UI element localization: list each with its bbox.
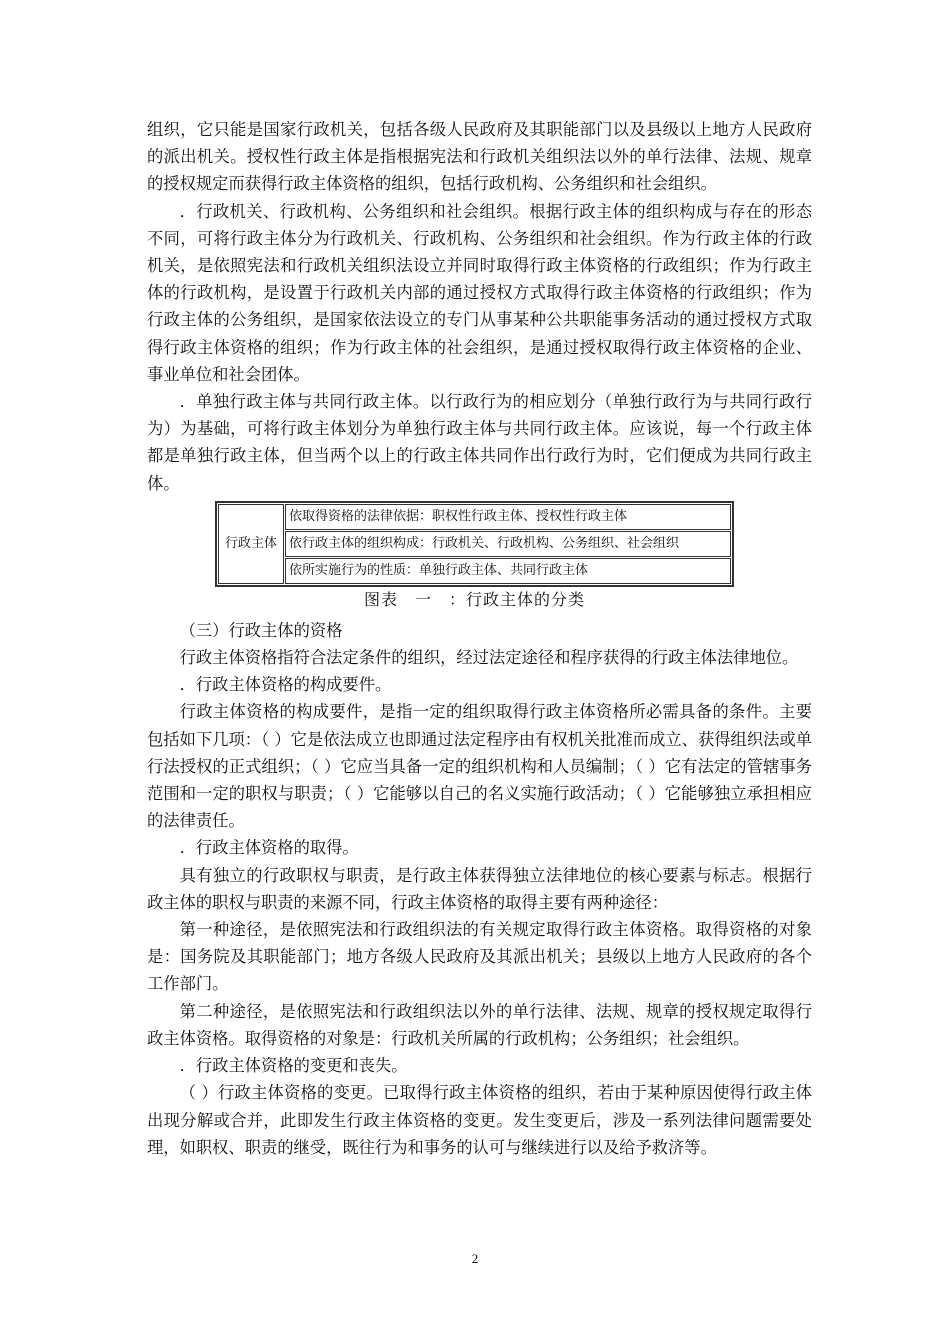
figure-caption: 图表 一 ：行政主体的分类 — [363, 589, 585, 609]
section-heading: （三）行政主体的资格 — [179, 620, 343, 640]
subsection-heading: ．行政主体资格的取得。 — [179, 838, 359, 858]
classification-figure — [215, 501, 734, 611]
paragraph: 第一种途径，是依照宪法和行政组织法的有关规定取得行政主体资格。取得资格的对象是：国务院及其职能部门；地方各级人民政府及其派出机关；县级以上地方人民政府的各个工作部门。 — [147, 920, 812, 994]
paragraph: ．行政机关、行政机构、公务组织和社会组织。根据行政主体的组织构成与存在的形态不同，可将行政主体分为行政机关、行政机构、公务组织和社会组织。作为行政主体的行政机关，是依照宪法和行政机关组织法设立并同时取得行政主体资格的行政组织；作为行政主体的行政机构，是设置于行政机关内部的通过授权方式取得行政主体资格的行政组织；作为行政主体的公务组织，是国家依法设立的专门从事某种公共职能事务活动的通过授权方式取得行政主体资格的组织；作为行政主体的社会组织，是通过授权取得行政主体资格的企业、事业单位和社会团体。 — [147, 201, 812, 384]
paragraph: 行政主体资格的构成要件，是指一定的组织取得行政主体资格所必需具备的条件。主要包括如下几项：（ ）它是依法成立也即通过法定程序由有权机关批准而成立、获得组织法或单行法授权的正式组织；（ ）它应当具备一定的组织机构和人员编制；（ ）它有法定的管辖事务范围和一定的职权与职责；（ ）它能够以自己的名义实施行政活动；（ ）它能够独立承担相应的法律责任。 — [147, 702, 812, 831]
figure-row: 依行政主体的组织构成：行政机关、行政机构、公务组织、社会组织 — [285, 531, 731, 557]
classification-table — [215, 501, 734, 587]
page-body — [147, 116, 812, 1161]
paragraph: ．单独行政主体与共同行政主体。以行政行为的相应划分（单独行政行为与共同行政行为）为基础，可将行政主体划分为单独行政主体与共同行政主体。应该说，每一个行政主体都是单独行政主体，但当两个以上的行政主体共同作出行政行为时，它们便成为共同行政主体。 — [147, 392, 812, 493]
paragraph: （ ）行政主体资格的变更。已取得行政主体资格的组织，若由于某种原因使得行政主体出现分解或合并，此即发生行政主体资格的变更。发生变更后，涉及一系列法律问题需要处理，如职权、职责的继受，既往行为和事务的认可与继续进行以及给予救济等。 — [147, 1083, 812, 1157]
figure-root-label: 行政主体 — [218, 504, 284, 584]
paragraph: 具有独立的行政职权与职责，是行政主体获得独立法律地位的核心要素与标志。根据行政主体的职权与职责的来源不同，行政主体资格的取得主要有两种途径： — [147, 865, 812, 912]
paragraph: 行政主体资格指符合法定条件的组织，经过法定途径和程序获得的行政主体法律地位。 — [179, 648, 799, 668]
figure-row: 依所实施行为的性质：单独行政主体、共同行政主体 — [285, 558, 731, 584]
paragraph: 组织，它只能是国家行政机关，包括各级人民政府及其职能部门以及县级以上地方人民政府的派出机关。授权性行政主体是指根据宪法和行政机关组织法以外的单行法律、法规、规章的授权规定而获得行政主体资格的组织，包括行政机构、公务组织和社会组织。 — [147, 120, 812, 194]
paragraph: 第二种途径，是依照宪法和行政组织法以外的单行法律、法规、规章的授权规定取得行政主体资格。取得资格的对象是：行政机关所属的行政机构；公务组织；社会组织。 — [147, 1001, 812, 1048]
figure-row: 依取得资格的法律依据：职权性行政主体、授权性行政主体 — [285, 504, 731, 530]
subsection-heading: ．行政主体资格的变更和丧失。 — [179, 1056, 408, 1076]
page-number: 2 — [471, 1251, 479, 1266]
subsection-heading: ．行政主体资格的构成要件。 — [179, 675, 392, 695]
